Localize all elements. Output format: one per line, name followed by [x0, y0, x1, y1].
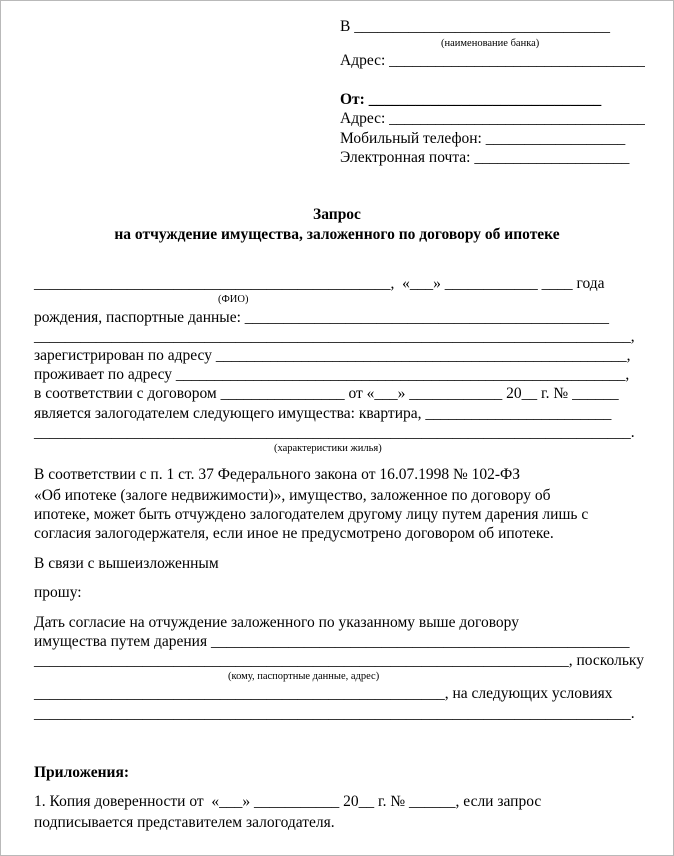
recipient-hint: (кому, паспортные данные, адрес) — [228, 671, 380, 682]
consent-line-2: имущества путем дарения ______________________________________________________ — [34, 633, 630, 650]
attachments-heading: Приложения: — [34, 764, 129, 781]
contract-line: в соответствии с договором ________________ от «___» ____________ 20__ г. № ______ — [34, 385, 619, 402]
consent-line-1: Дать согласие на отчуждение заложенного по указанному выше договору — [34, 614, 519, 631]
blank-line-1: _____________________________________________________________________________, — [34, 328, 635, 345]
property-hint: (характеристики жилья) — [274, 443, 382, 454]
law-paragraph-line-1: В соответствии с п. 1 ст. 37 Федерального закона от 16.07.1998 № 102-ФЗ — [34, 466, 521, 483]
fio-line: ______________________________________________, «___» ____________ ____ года — [34, 275, 605, 292]
consent-line-4: _____________________________________________________, на следующих условиях — [34, 685, 613, 702]
law-paragraph-line-3: ипотеке, может быть отчуждено залогодателем другому лицу путем дарения лишь с — [34, 506, 589, 523]
registration-line: зарегистрирован по адресу _____________________________________________________, — [34, 347, 631, 364]
attachment-item-1-line-2: подписывается представителем залогодателя. — [34, 814, 335, 831]
request-word: прошу: — [34, 584, 82, 601]
law-paragraph-line-4: согласия залогодержателя, если иное не предусмотрено договором об ипотеке. — [34, 525, 554, 542]
collateral-line: является залогодателем следующего имущества: квартира, ________________________ — [34, 405, 612, 422]
birth-line: рождения, паспортные данные: _______________________________________________ — [34, 309, 610, 326]
address-line-2: Адрес: _________________________________ — [340, 110, 645, 127]
email-line: Электронная почта: ____________________ — [340, 149, 630, 166]
fio-hint: (ФИО) — [218, 294, 249, 305]
bank-line: В _________________________________ — [340, 18, 610, 35]
in-connection-line: В связи с вышеизложенным — [34, 555, 219, 572]
attachment-item-1-line-1: 1. Копия доверенности от «___» ___________ 20__ г. № ______, если запрос — [34, 793, 542, 810]
consent-line-5: _____________________________________________________________________________. — [34, 705, 635, 722]
doc-title: Запрос — [313, 206, 361, 223]
from-line: От: ______________________________ — [340, 91, 602, 108]
address-line-1: Адрес: _________________________________ — [340, 52, 645, 69]
law-paragraph-line-2: «Об ипотеке (залоге недвижимости)», имущество, заложенное по договору об — [34, 487, 551, 504]
blank-line-2: _____________________________________________________________________________. — [34, 424, 635, 441]
bank-hint: (наименование банка) — [441, 38, 540, 49]
residence-line: проживает по адресу __________________________________________________________, — [34, 366, 630, 383]
phone-line: Мобильный телефон: __________________ — [340, 130, 626, 147]
consent-line-3: _____________________________________________________________________, поскольку — [34, 652, 644, 669]
doc-subtitle: на отчуждение имущества, заложенного по договору об ипотеке — [114, 226, 560, 243]
